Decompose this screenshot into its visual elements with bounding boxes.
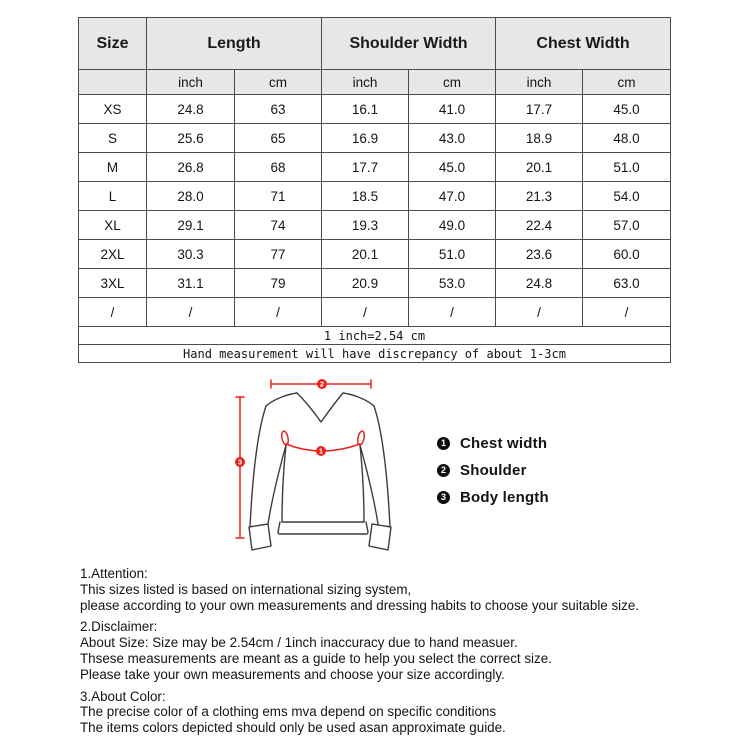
armpit-loop-left: [281, 431, 290, 446]
cell: 45.0: [409, 153, 496, 182]
section-line: please according to your own measurements and dressing habits to choose your suitable size.: [80, 597, 640, 613]
cell: 65: [235, 124, 322, 153]
cell: /: [583, 298, 671, 327]
cell: /: [496, 298, 583, 327]
col-header-size: Size: [79, 18, 147, 70]
cell: 45.0: [583, 95, 671, 124]
table-row-m: [79, 153, 671, 182]
cell: 23.6: [496, 240, 583, 269]
size-label: S: [79, 124, 147, 153]
section-title: 1.Attention:: [80, 566, 148, 581]
cell: 43.0: [409, 124, 496, 153]
unit-header: cm: [583, 70, 671, 95]
cell: 16.1: [322, 95, 409, 124]
cell: 19.3: [322, 211, 409, 240]
cell: 17.7: [322, 153, 409, 182]
legend-label: Body length: [460, 489, 549, 506]
section-attention: [80, 566, 700, 613]
unit-header: inch: [496, 70, 583, 95]
cell: 18.5: [322, 182, 409, 211]
cell: 31.1: [147, 269, 235, 298]
section-about-color: [80, 689, 700, 736]
unit-header-empty: [79, 70, 147, 95]
col-header-chest-width: Chest Width: [496, 18, 671, 70]
section-title: 3.About Color:: [80, 688, 166, 704]
cell: 25.6: [147, 124, 235, 153]
cell: 28.0: [147, 182, 235, 211]
cell: 20.1: [322, 240, 409, 269]
cell: 57.0: [583, 211, 671, 240]
cell: /: [322, 298, 409, 327]
unit-header: inch: [147, 70, 235, 95]
cell: 48.0: [583, 124, 671, 153]
cell: 18.9: [496, 124, 583, 153]
cell: 21.3: [496, 182, 583, 211]
sweater-outline: [249, 393, 391, 550]
cell: 17.7: [496, 95, 583, 124]
cell: /: [409, 298, 496, 327]
shoulder-marker-number: 2: [319, 379, 325, 389]
notes-sections: [80, 566, 700, 742]
unit-header: cm: [409, 70, 496, 95]
col-header-shoulder-width: Shoulder Width: [322, 18, 496, 70]
size-label: M: [79, 153, 147, 182]
measurement-discrepancy-note: Hand measurement will have discrepancy of about 1-3cm: [79, 345, 671, 363]
cell: /: [147, 298, 235, 327]
circled-number-3-icon: 3: [437, 491, 450, 504]
table-row-l: [79, 182, 671, 211]
cell: 22.4: [496, 211, 583, 240]
table-unit-header-row: [79, 70, 671, 95]
unit-header: inch: [322, 70, 409, 95]
table-row-2xl: [79, 240, 671, 269]
cell: 60.0: [583, 240, 671, 269]
cell: 54.0: [583, 182, 671, 211]
table-row-s: [79, 124, 671, 153]
circled-number-2-icon: 2: [437, 464, 450, 477]
section-line: This sizes listed is based on international sizing system,: [80, 581, 412, 597]
col-header-length: Length: [147, 18, 322, 70]
cell: 63: [235, 95, 322, 124]
cell: 26.8: [147, 153, 235, 182]
cell: 47.0: [409, 182, 496, 211]
section-line: Please take your own measurements and choose your size accordingly.: [80, 666, 505, 682]
cell: 63.0: [583, 269, 671, 298]
cell: /: [235, 298, 322, 327]
cell: 41.0: [409, 95, 496, 124]
body-length-marker-number: 3: [237, 457, 243, 467]
size-chart-table: [78, 17, 671, 363]
cell: 79: [235, 269, 322, 298]
size-label: XS: [79, 95, 147, 124]
section-title: 2.Disclaimer:: [80, 619, 158, 635]
sweater-diagram: [225, 374, 450, 566]
legend-label: Chest width: [460, 435, 548, 452]
armpit-loop-right: [357, 431, 366, 446]
legend-item-chest-width: [437, 435, 549, 452]
size-label: L: [79, 182, 147, 211]
cell: 30.3: [147, 240, 235, 269]
table-note-row: [79, 327, 671, 345]
cell: 51.0: [409, 240, 496, 269]
table-row-empty: [79, 298, 671, 327]
cell: 74: [235, 211, 322, 240]
legend-item-body-length: [437, 489, 549, 506]
cell: 24.8: [496, 269, 583, 298]
legend-item-shoulder: [437, 462, 549, 479]
size-label: 2XL: [79, 240, 147, 269]
table-group-header-row: [79, 18, 671, 70]
cell: 51.0: [583, 153, 671, 182]
table-row-xl: [79, 211, 671, 240]
circled-number-1-icon: 1: [437, 437, 450, 450]
size-label: /: [79, 298, 147, 327]
table-note-row: [79, 345, 671, 363]
cell: 71: [235, 182, 322, 211]
cell: 29.1: [147, 211, 235, 240]
table-row-3xl: [79, 269, 671, 298]
table-row-xs: [79, 95, 671, 124]
measurement-legend: [437, 435, 549, 506]
legend-label: Shoulder: [460, 462, 527, 479]
unit-header: cm: [235, 70, 322, 95]
cell: 20.9: [322, 269, 409, 298]
size-label: XL: [79, 211, 147, 240]
section-line: The precise color of a clothing ems mva depend on specific conditions: [80, 704, 497, 720]
section-line: The items colors depicted should only be used asan approximate guide.: [80, 720, 506, 736]
size-label: 3XL: [79, 269, 147, 298]
cell: 20.1: [496, 153, 583, 182]
cell: 49.0: [409, 211, 496, 240]
cell: 77: [235, 240, 322, 269]
cell: 16.9: [322, 124, 409, 153]
section-line: Thsese measurements are meant as a guide to help you select the correct size.: [80, 650, 552, 666]
chest-marker-number: 1: [318, 446, 324, 456]
cell: 53.0: [409, 269, 496, 298]
inch-conversion-note: 1 inch=2.54 cm: [79, 327, 671, 345]
section-line: About Size: Size may be 2.54cm / 1inch inaccuracy due to hand measuer.: [80, 635, 518, 651]
cell: 24.8: [147, 95, 235, 124]
cell: 68: [235, 153, 322, 182]
body-length-measure-line: [236, 397, 244, 538]
section-disclaimer: [80, 619, 700, 682]
